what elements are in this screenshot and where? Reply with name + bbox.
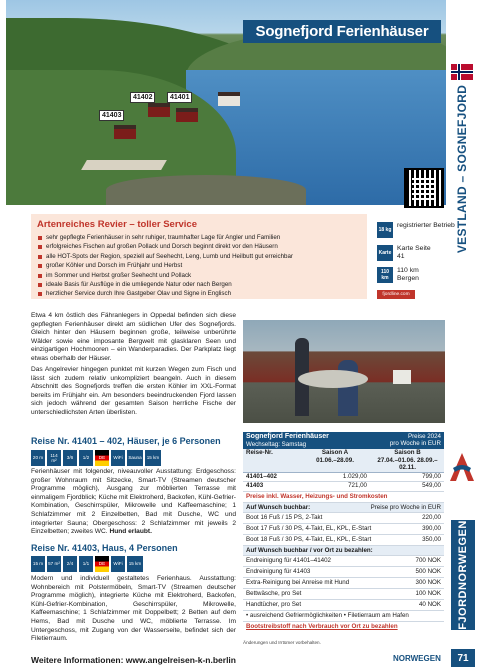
prices-year: Preise 2024 bbox=[407, 433, 441, 440]
prices-unit: pro Woche in EUR bbox=[389, 440, 441, 447]
features-heading: Artenreiches Revier – toller Service bbox=[37, 219, 198, 230]
feature-item: großer Köhler und Dorsch im Frühjahr und Herbst bbox=[37, 261, 361, 270]
area-icon: 114 m² bbox=[47, 450, 61, 466]
house2-amenities bbox=[31, 556, 143, 572]
feature-item: alle HOT-Spots der Region, speziell auf Seehecht, Leng, Lumb und Heilbutt gut erreichbar bbox=[37, 252, 361, 261]
distance-water-icon: 20 m bbox=[31, 450, 45, 466]
distance-icon: 110 km bbox=[377, 267, 393, 283]
included-costs: Preise inkl. Wasser, Heizungs- und Stromkosten bbox=[243, 492, 444, 503]
photo-label-41401: 41401 bbox=[167, 92, 192, 103]
norway-flag-icon bbox=[451, 64, 473, 80]
season-header: Reise-Nr. Saison A 01.06.–28.09. Saison B 27.04.–01.06. 28.09.–02.11. bbox=[243, 449, 444, 473]
distance-info bbox=[377, 267, 427, 283]
onsite-row: Endreinigung für 41401–41402 700 NOK bbox=[243, 556, 444, 567]
distance-water-icon: 15 m bbox=[31, 556, 45, 572]
map-text: Karte Seite 41 bbox=[397, 245, 431, 260]
bath-icon: 1/2 bbox=[79, 450, 93, 466]
table-row: 41403 721,00 549,00 bbox=[243, 482, 444, 492]
house1-heading: Reise Nr. 41401 – 402, Häuser, je 6 Personen bbox=[31, 436, 221, 446]
registered-icon: 18 kg bbox=[377, 222, 393, 238]
brand-logo-icon bbox=[449, 452, 475, 482]
boat-row: Boot 18 Fuß / 30 PS, 4-Takt, EL, KPL, E-Start 350,00 bbox=[243, 535, 444, 546]
footer-website[interactable]: Weitere Informationen: www.angelreisen-k-n.berlin bbox=[31, 655, 236, 665]
feature-item: sehr gepflegte Ferienhäuser in sehr ruhiger, traumhafter Lage für Angler und Familien bbox=[37, 233, 361, 242]
page-number: 71 bbox=[451, 649, 475, 667]
house1-dog-note: Hund erlaubt. bbox=[109, 528, 152, 536]
wifi-icon: WiFi bbox=[111, 450, 125, 466]
angling-text: Das Angelrevier hingegen punktet mit kurzen Wegen zum Fisch und lässt sich zudem relativ unkompliziert beangeln. Auch in diesem Abschnitt des Sognefjords treffen die ersten Köhler im XXL-Format bereits im Frühjahr ein. Am besonders beeindruckenden Fjord lassen sich jedoch während der gesamten Saison herrliche Fische der unterschiedlichsten Arten überlisten. bbox=[31, 366, 236, 416]
onsite-header: Auf Wunsch buchbar / vor Ort zu bezahlen: bbox=[243, 546, 444, 556]
fuel-note: Bootstreibstoff nach Verbrauch vor Ort zu bezahlen bbox=[246, 622, 398, 630]
rooms-icon: 3/6 bbox=[63, 450, 77, 466]
photo-label-41402: 41402 bbox=[130, 92, 155, 103]
house1-text: Ferienhäuser mit folgender, niveauvoller Ausstattung: Erdgeschoss: großer Wohnraum mit Sitzecke, Smart-TV (Streamen deutscher Programme möglich), Ausgang zur möblierten Terrasse mit einmaligem Fjordblick; Küche mit Elektroherd, Backofen, Kühl-Gefrier-Kombination, Geschirrspüler, Mikrowelle und Kaffeemaschine; 1 Schlafzimmer mit 2 Einzelbetten, Bad mit Dusche, WC und integrierter Sauna; Obergeschoss: 2 Schlafzimmer mit jeweils 2 Einzelbetten; zweites WC. Hund erlaubt. bbox=[31, 468, 236, 536]
fjordline-badge[interactable]: fjordline.com bbox=[377, 290, 415, 299]
price-table-header bbox=[243, 432, 444, 449]
distance-shop-icon: 15 km bbox=[127, 556, 143, 572]
feature-item: erfolgreiches Fischen auf großen Pollack und Dorsch beginnt direkt vor den Häusern bbox=[37, 242, 361, 251]
distance-text: 110 km Bergen bbox=[397, 267, 419, 282]
footer-country: NORWEGEN bbox=[393, 654, 441, 663]
onsite-row: Handtücher, pro Set 40 NOK bbox=[243, 600, 444, 611]
area-icon: 57 m² bbox=[47, 556, 61, 572]
feature-item: im Sommer und Herbst großer Seehecht und Pollack bbox=[37, 271, 361, 280]
angler-photo bbox=[243, 320, 445, 423]
map-info bbox=[377, 245, 437, 261]
features-box bbox=[31, 214, 367, 299]
intro-text: Etwa 4 km östlich des Fähranlegers in Oppedal befinden sich diese gepflegten Ferienhäuser direkt am südlichen Ufer des Sognefjords. Gleich hinter den Häusern beginnen große, teilweise unberührte Wälder sowie eine imposante Bergwelt mit glasklaren Seen und einzigartigen Hochmooren – ein Wanderparadies. Der Parkplatz liegt etwas oberhalb der Häuser. bbox=[31, 312, 236, 362]
registered-text: registrierter Betrieb bbox=[397, 222, 455, 229]
bookable-header: Auf Wunsch buchbar: Preise pro Woche in EUR bbox=[243, 503, 444, 513]
region-label: VESTLAND – SOGNEFJORD bbox=[455, 84, 470, 254]
photo-label-41403: 41403 bbox=[99, 110, 124, 121]
bath-icon: 1/1 bbox=[79, 556, 93, 572]
house1-amenities bbox=[31, 450, 161, 466]
wifi-icon: WiFi bbox=[111, 556, 125, 572]
onsite-row: Bettwäsche, pro Set 100 NOK bbox=[243, 589, 444, 600]
house2-heading: Reise Nr. 41403, Haus, 4 Personen bbox=[31, 543, 178, 553]
page-title: Sognefjord Ferienhäuser bbox=[243, 20, 441, 43]
changeover-day: Wechseltag: Samstag bbox=[246, 441, 307, 448]
german-tv-icon: DE bbox=[95, 450, 109, 466]
registered-info bbox=[377, 222, 459, 238]
german-tv-icon: DE bbox=[95, 556, 109, 572]
boat-row: Boot 16 Fuß / 15 PS, 2-Takt 220,00 bbox=[243, 513, 444, 524]
map-icon: Karte bbox=[377, 245, 393, 261]
distance-shop-icon: 15 km bbox=[145, 450, 161, 466]
feature-item: herzlicher Service durch Ihre Gastgeber Olav und Signe in Englisch bbox=[37, 289, 361, 298]
disclaimer: Änderungen und Irrtümer vorbehalten. bbox=[243, 640, 321, 645]
house2-text: Modern und individuell gestaltetes Ferienhaus. Ausstattung: Wohnbereich mit Polstermöbeln, Smart-TV (Streamen deutscher Programme möglich), integrierte Küche mit Elektroherd, Backofen, Kühl-Gefrier-Kombination, Geschirrspüler, Mikrowelle, Kaffeemaschine; 1 Schlafzimmer mit Doppelbett; 2 Betten auf dem Hems, Bad mit Dusche und WC, möblierte Terrasse. Im Untergeschoss, mit Zugang von der Wasserseite, befindet sich der Filetierraum. bbox=[31, 575, 236, 643]
section-band: FJORDNORWEGEN bbox=[451, 520, 475, 630]
feature-item: ideale Basis für Ausflüge in die umliegende Natur oder nach Bergen bbox=[37, 280, 361, 289]
onsite-row: Endreinigung für 41403 500 NOK bbox=[243, 567, 444, 578]
price-table-title: Sognefjord Ferienhäuser bbox=[246, 433, 329, 440]
extras-row: • ausreichend Gefriermöglichkeiten • Filetierraum am Hafen bbox=[243, 611, 444, 622]
table-row: 41401–402 1.029,00 799,00 bbox=[243, 473, 444, 483]
sauna-icon: Sauna bbox=[127, 450, 143, 466]
onsite-row: Extra-Reinigung bei Anreise mit Hund 300 NOK bbox=[243, 578, 444, 589]
boat-row: Boot 17 Fuß / 30 PS, 4-Takt, EL, KPL, E-Start 390,00 bbox=[243, 524, 444, 535]
price-table bbox=[243, 432, 444, 631]
rooms-icon: 2/4 bbox=[63, 556, 77, 572]
qr-code[interactable] bbox=[404, 168, 444, 208]
